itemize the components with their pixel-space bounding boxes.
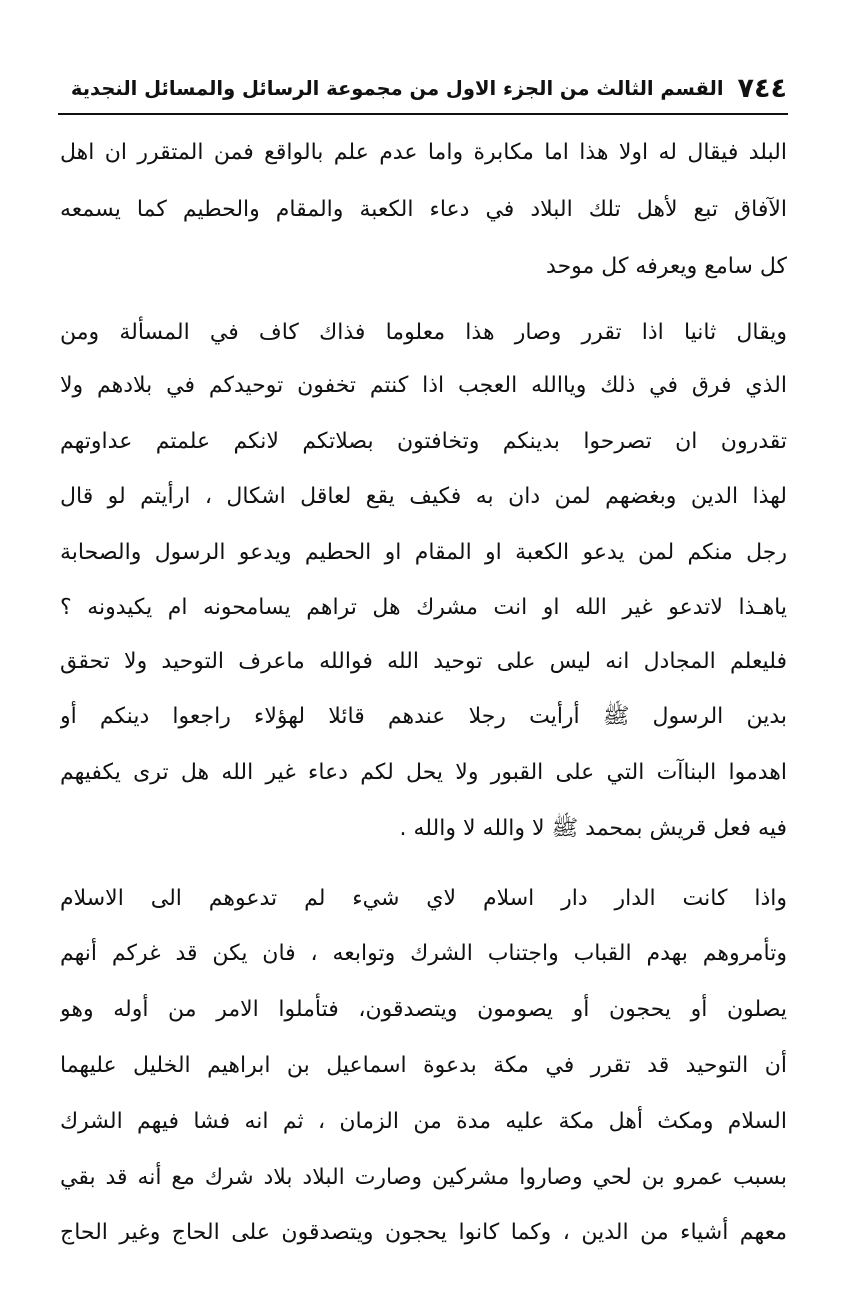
text-line: يصلون أو يحجون أو يصومون ويتصدقون، فتأملوا الامر من أوله وهو	[60, 997, 787, 1022]
text-line: ويقال ثانيا اذا تقرر وصار هذا معلوما فذاك كاف في المسألة ومن	[60, 320, 787, 345]
text-line: ياهـذا لاتدعو غير الله او انت مشرك هل تراهم يسامحونه ام يكيدونه ؟	[60, 595, 787, 620]
text-line: واذا كانت الدار دار اسلام لاي شيء لم تدعوهم الى الاسلام	[60, 886, 787, 911]
running-title: القسم الثالث من الجزء الاول من مجموعة الرسائل والمسائل النجدية	[70, 76, 724, 100]
text-line: فليعلم المجادل انه ليس على توحيد الله فوالله ماعرف التوحيد ولا تحقق	[60, 649, 787, 674]
text-line: السلام ومكث أهل مكة عليه مدة من الزمان ، ثم انه فشا فيهم الشرك	[60, 1109, 787, 1134]
page-number: ٧٤٤	[737, 72, 787, 104]
text-line: لهذا الدين وبغضهم لمن دان به فكيف يقع لعاقل اشكال ، ارأيتم لو قال	[60, 484, 787, 509]
text-line: أن التوحيد قد تقرر في مكة بدعوة اسماعيل بن ابراهيم الخليل عليهما	[60, 1053, 787, 1078]
text-line: وتأمروهم بهدم القباب واجتناب الشرك وتوابعه ، فان يكن قد غركم أنهم	[60, 941, 787, 966]
text-line: بدين الرسول ﷺ أرأيت رجلا عندهم قائلا لهؤلاء راجعوا دينكم أو	[60, 704, 787, 729]
header-rule	[58, 113, 788, 115]
text-line: رجل منكم لمن يدعو الكعبة او المقام او الحطيم ويدعو الرسول والصحابة	[60, 540, 787, 565]
text-line: اهدموا البناآت التي على القبور ولا يحل لكم دعاء غير الله هل ترى يكفيهم	[60, 760, 787, 785]
text-line: الذي فرق في ذلك وياالله العجب اذا كنتم تخفون توحيدكم في بلادهم ولا	[60, 373, 787, 398]
text-line: البلد فيقال له اولا هذا اما مكابرة واما عدم علم بالواقع فمن المتقرر ان اهل	[60, 140, 787, 165]
text-line: كل سامع ويعرفه كل موحد	[546, 254, 787, 279]
text-line: الآفاق تبع لأهل تلك البلاد في دعاء الكعبة والمقام والحطيم كما يسمعه	[60, 197, 787, 222]
text-line: تقدرون ان تصرحوا بدينكم وتخافتون بصلاتكم لانكم علمتم عداوتهم	[60, 429, 787, 454]
text-line: بسبب عمرو بن لحي وصاروا مشركين وصارت البلاد بلاد شرك مع أنه قد بقي	[60, 1165, 787, 1190]
text-line: فيه فعل قريش بمحمد ﷺ لا والله لا والله .	[399, 816, 787, 841]
running-header	[60, 66, 787, 110]
text-line: معهم أشياء من الدين ، وكما كانوا يحجون ويتصدقون على الحاج وغير الحاج	[60, 1220, 787, 1245]
